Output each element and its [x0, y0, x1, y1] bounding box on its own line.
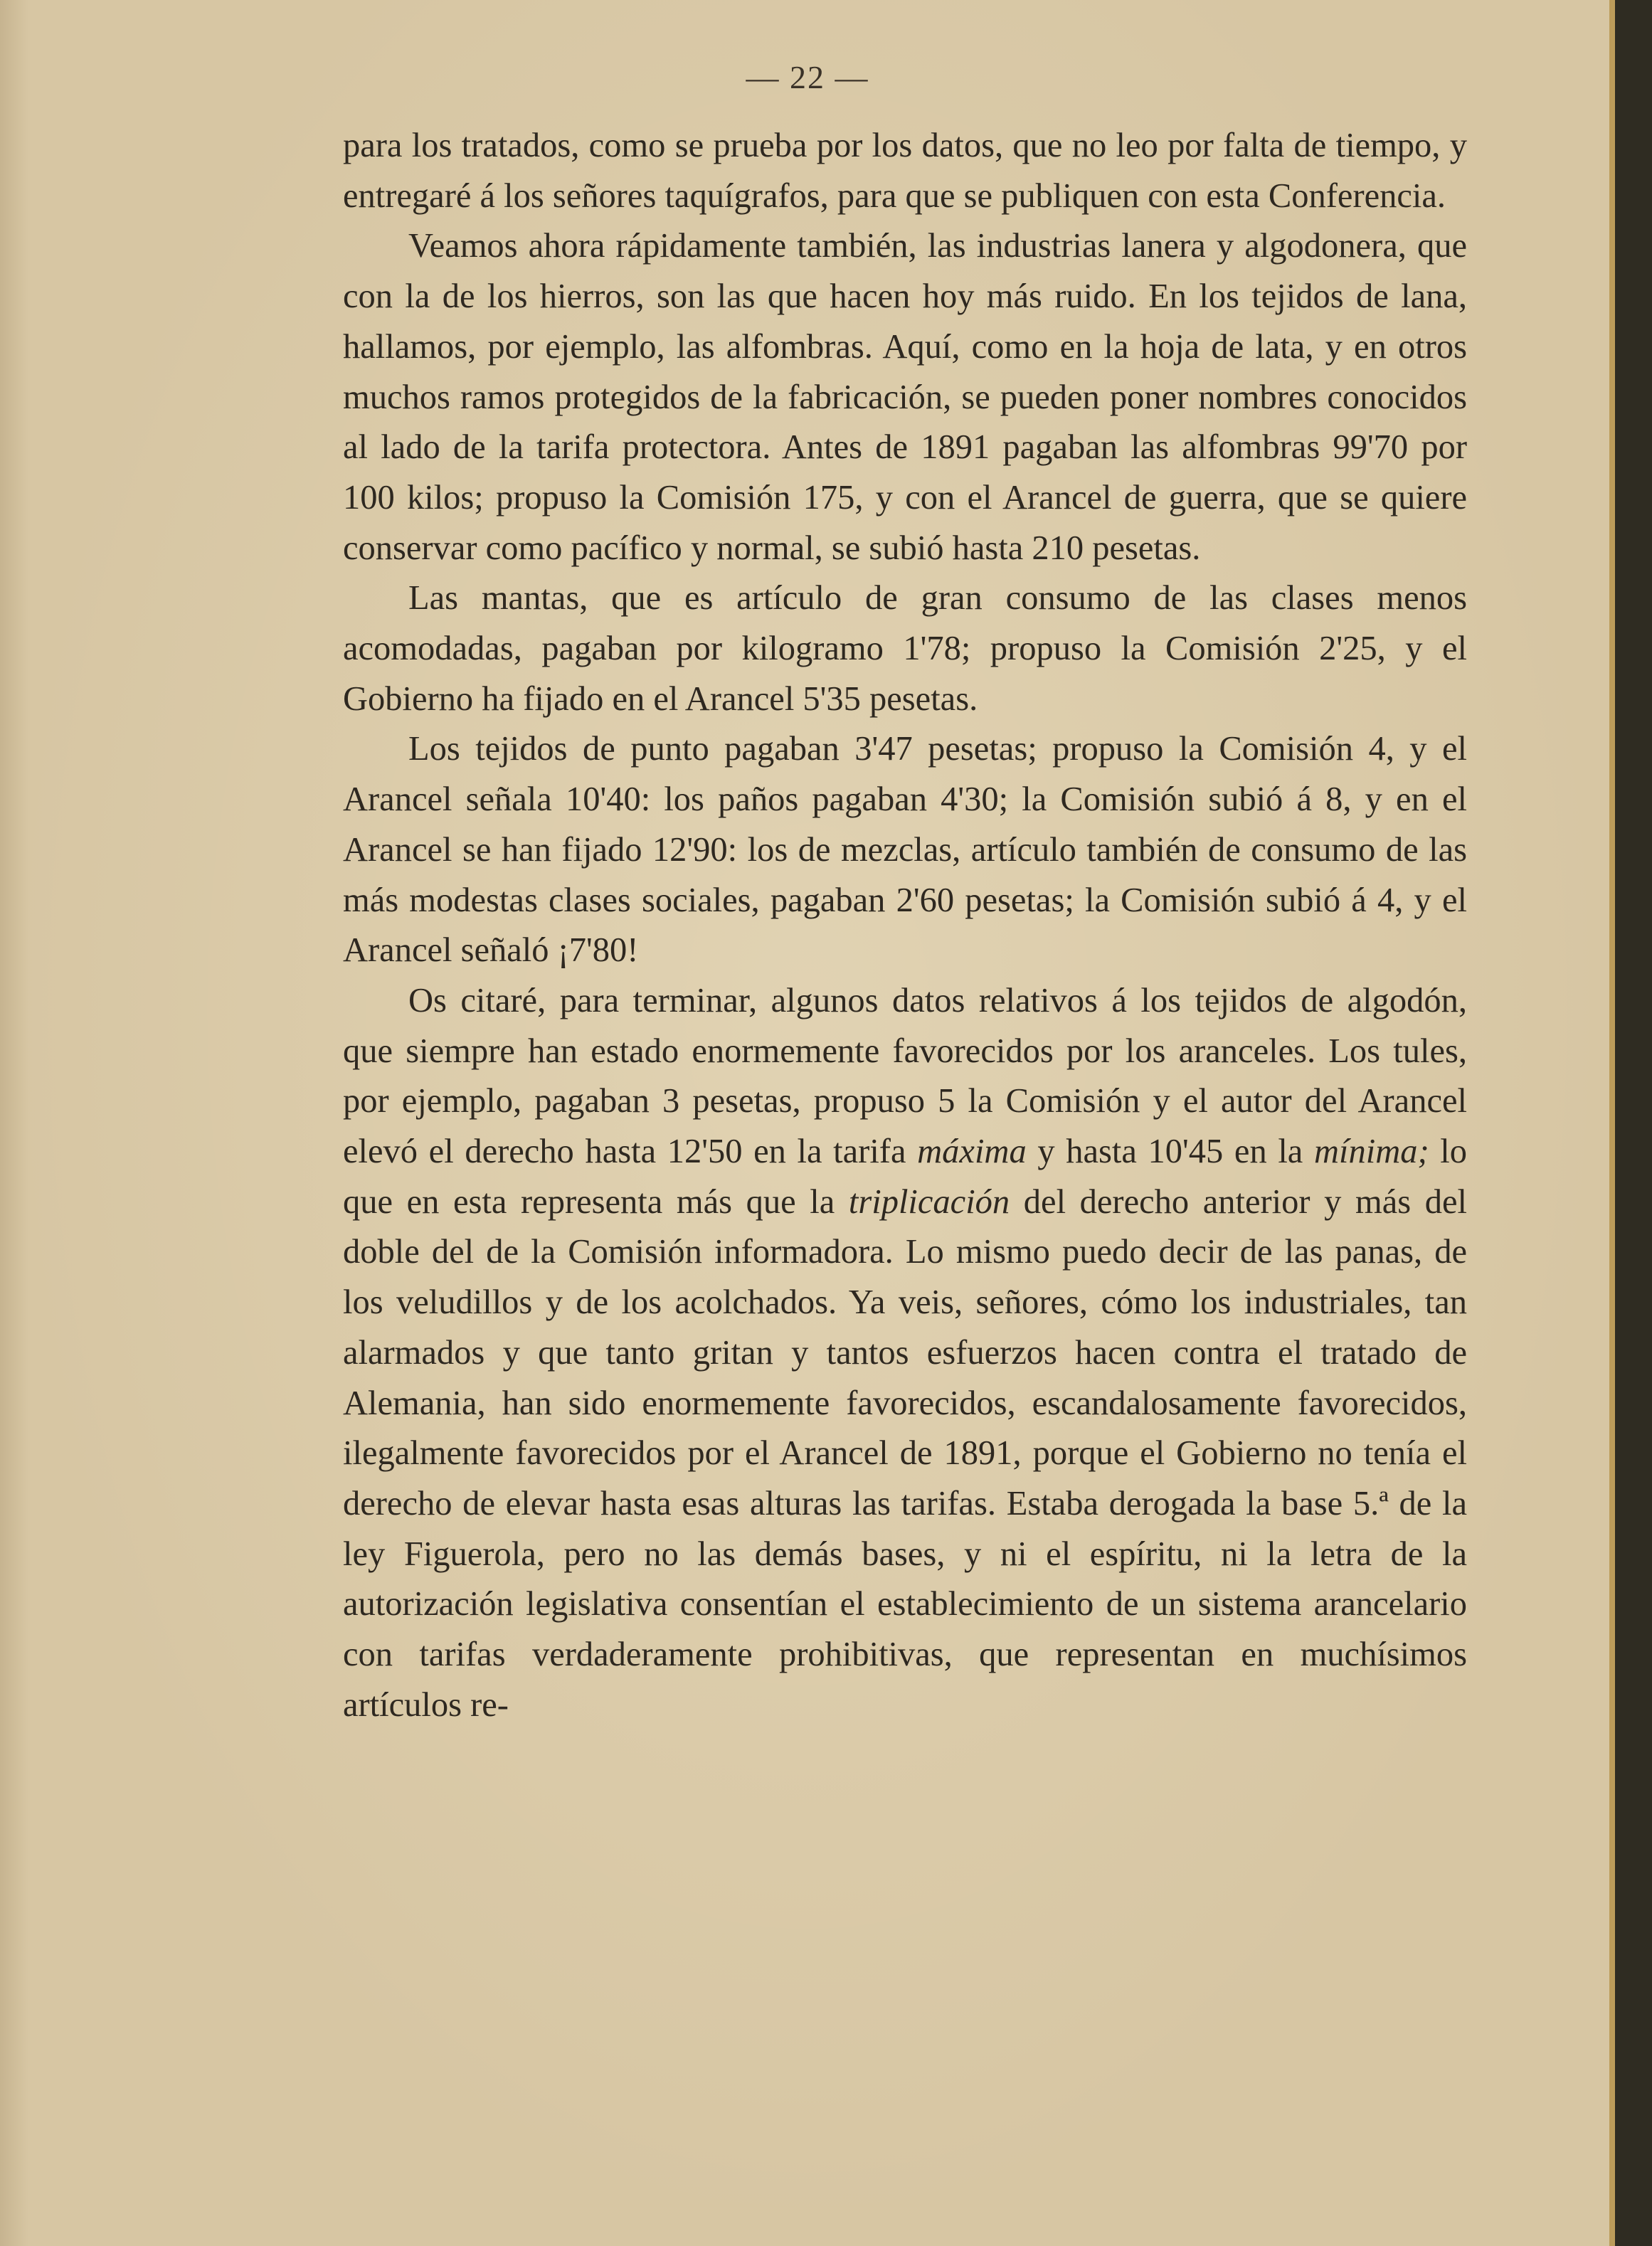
text-segment: y hasta 10'45 en la — [1026, 1133, 1314, 1171]
page-number: — 22 — — [746, 59, 869, 95]
body-text — [343, 121, 1467, 1731]
paragraph — [343, 724, 1467, 976]
paragraph — [343, 573, 1467, 724]
paragraph — [343, 976, 1467, 1731]
text-segment: Veamos ahora rápidamente también, las industrias lanera y algodonera, que con la de los hierros, son las que hacen hoy más ruido. En los tejidos de lana, hallamos, por ejemplo, las alfombras. Aquí, como en la hoja de lata, y en otros muchos ramos protegidos de la fabricación, se pueden poner nombres conocidos al lado de la tarifa protectora. Antes de 1891 pagaban las alfombras 99'70 por 100 kilos; propuso la Comisión 175, y con el Arancel de guerra, que se quiere conservar como pacífico y normal, se subió hasta 210 pesetas. — [343, 227, 1467, 567]
text-segment: lo que en esta representa más que la — [343, 1133, 1468, 1221]
paragraph — [343, 221, 1467, 573]
italic-text: máxima — [917, 1133, 1027, 1171]
text-segment: Las mantas, que es artículo de gran consumo de las clases menos acomodadas, pagaban por kilogramo 1'78; propuso la Comisión 2'25, y el Gobierno ha fijado en el Arancel 5'35 pesetas. — [343, 579, 1467, 718]
italic-text: triplicación — [848, 1182, 1010, 1221]
text-segment: Los tejidos de punto pagaban 3'47 pesetas; propuso la Comisión 4, y el Arancel señala 10'40: los paños pagaban 4'30; la Comisión subió á 8, y en el Arancel se han fijado 12'90: los de mezclas, artículo también de consumo de las más modestas clases sociales, pagaban 2'60 pesetas; la Comisión subió á 4, y el Arancel señaló ¡7'80! — [343, 730, 1467, 970]
text-segment: para los tratados, como se prueba por los datos, que no leo por falta de tiempo, y entregaré á los señores taquígrafos, para que se publiquen con esta Conferencia. — [343, 127, 1467, 215]
text-segment: del derecho anterior y más del doble del de la Comisión informadora. Lo mismo puedo decir de las panas, de los veludillos y de los acolchados. Ya veis, señores, cómo los industriales, tan alarmados y que tanto gritan y tantos esfuerzos hacen contra el tratado de Alemania, han sido enormemente favorecidos, escandalosamente favorecidos, ilegalmente favorecidos por el Arancel de 1891, porque el Gobierno no tenía el derecho de elevar hasta esas alturas las tarifas. Estaba derogada la base 5.ª de la ley Figuerola, pero no las demás bases, y ni el espíritu, ni la letra de la autorización legislativa consentían el establecimiento de un sistema arancelario con tarifas verdaderamente prohibitivas, que representan en muchísimos artículos re- — [343, 1182, 1467, 1724]
paragraph — [343, 121, 1467, 221]
text-segment: Os citaré, para terminar, algunos datos relativos á los tejidos de algodón, que siempre han estado enormemente favorecidos por los aranceles. Los tules, por ejemplo, pagaban 3 pesetas, propuso 5 la Comisión y el autor del Arancel elevó el derecho hasta 12'50 en la tarifa — [343, 981, 1467, 1171]
italic-text: mínima; — [1313, 1133, 1429, 1171]
scan-background — [1615, 0, 1652, 2246]
